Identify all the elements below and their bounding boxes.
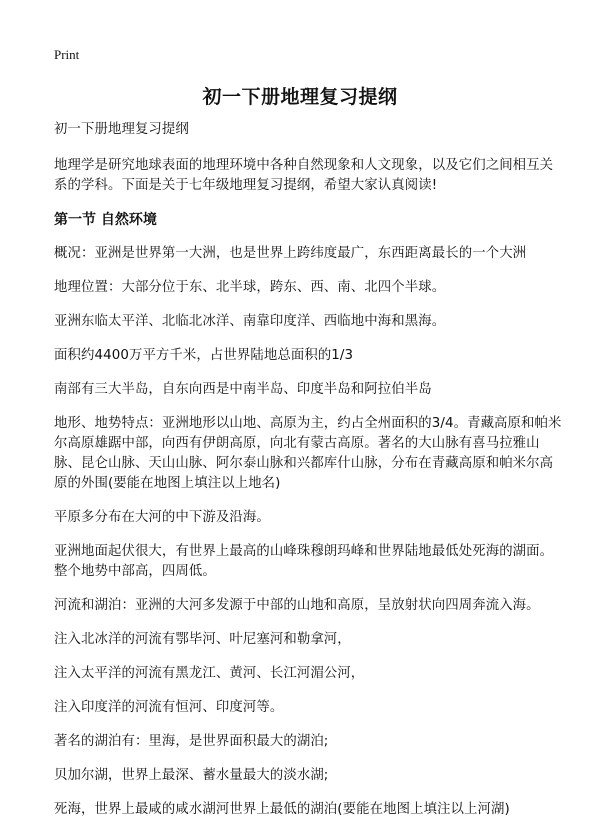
paragraph-lakes: 著名的湖泊有：里海，是世界面积最大的湖泊; bbox=[54, 734, 329, 749]
document-body bbox=[54, 120, 564, 834]
paragraph-indian-rivers: 注入印度洋的河流有恒河、印度河等。 bbox=[54, 700, 284, 715]
paragraph-overview: 概况：亚洲是世界第一大洲，也是世界上跨纬度最广，东西距离最长的一个大洲 bbox=[54, 246, 527, 261]
paragraph-peninsulas: 南部有三大半岛，自东向西是中南半岛、印度半岛和阿拉伯半岛 bbox=[54, 382, 432, 397]
paragraph-dead-sea: 死海，世界上最咸的咸水湖河世界上最低的湖泊(要能在地图上填注以上河湖) bbox=[54, 802, 510, 817]
section-heading: 第一节 自然环境 bbox=[54, 212, 157, 228]
print-link[interactable]: Print bbox=[54, 47, 80, 62]
paragraph-area: 面积约4400万平方千米，占世界陆地总面积的1/3 bbox=[54, 348, 354, 363]
paragraph-location: 地理位置：大部分位于东、北半球，跨东、西、南、北四个半球。 bbox=[54, 280, 446, 295]
paragraph-terrain: 地形、地势特点：亚洲地形以山地、高原为主，约占全州面积的3/4。青藏高原和帕米尔高原雄踞中部，向西有伊朗高原，向北有蒙古高原。著名的大山脉有喜马拉雅山脉、昆仑山脉、天山山脉、阿尔泰山脉和兴都库什山脉，分布在青藏高原和帕米尔高原的外围(要能在地图上填注以上地名) bbox=[54, 416, 562, 491]
document-title: 初一下册地理复习提纲 bbox=[202, 86, 398, 108]
paragraph-relief: 亚洲地面起伏很大，有世界上最高的山峰珠穆朗玛峰和世界陆地最低处死海的湖面。整个地势中部高，四周低。 bbox=[54, 544, 554, 579]
paragraph-pacific-rivers: 注入太平洋的河流有黑龙江、黄河、长江河湄公河， bbox=[54, 666, 365, 681]
intro-paragraph: 地理学是研究地球表面的地理环境中各种自然现象和人文现象，以及它们之间相互关系的学科。下面是关于七年级地理复习提纲，希望大家认真阅读! bbox=[54, 158, 554, 193]
paragraph-arctic-rivers: 注入北冰洋的河流有鄂毕河、叶尼塞河和勒拿河， bbox=[54, 632, 351, 647]
paragraph-oceans: 亚洲东临太平洋、北临北冰洋、南靠印度洋、西临地中海和黑海。 bbox=[54, 314, 446, 329]
paragraph-rivers: 河流和湖泊：亚洲的大河多发源于中部的山地和高原，呈放射状向四周奔流入海。 bbox=[54, 598, 540, 613]
paragraph-baikal: 贝加尔湖，世界上最深、蓄水量最大的淡水湖; bbox=[54, 768, 329, 783]
paragraph-plains: 平原多分布在大河的中下游及沿海。 bbox=[54, 510, 270, 525]
document-subtitle: 初一下册地理复习提纲 bbox=[54, 122, 189, 137]
